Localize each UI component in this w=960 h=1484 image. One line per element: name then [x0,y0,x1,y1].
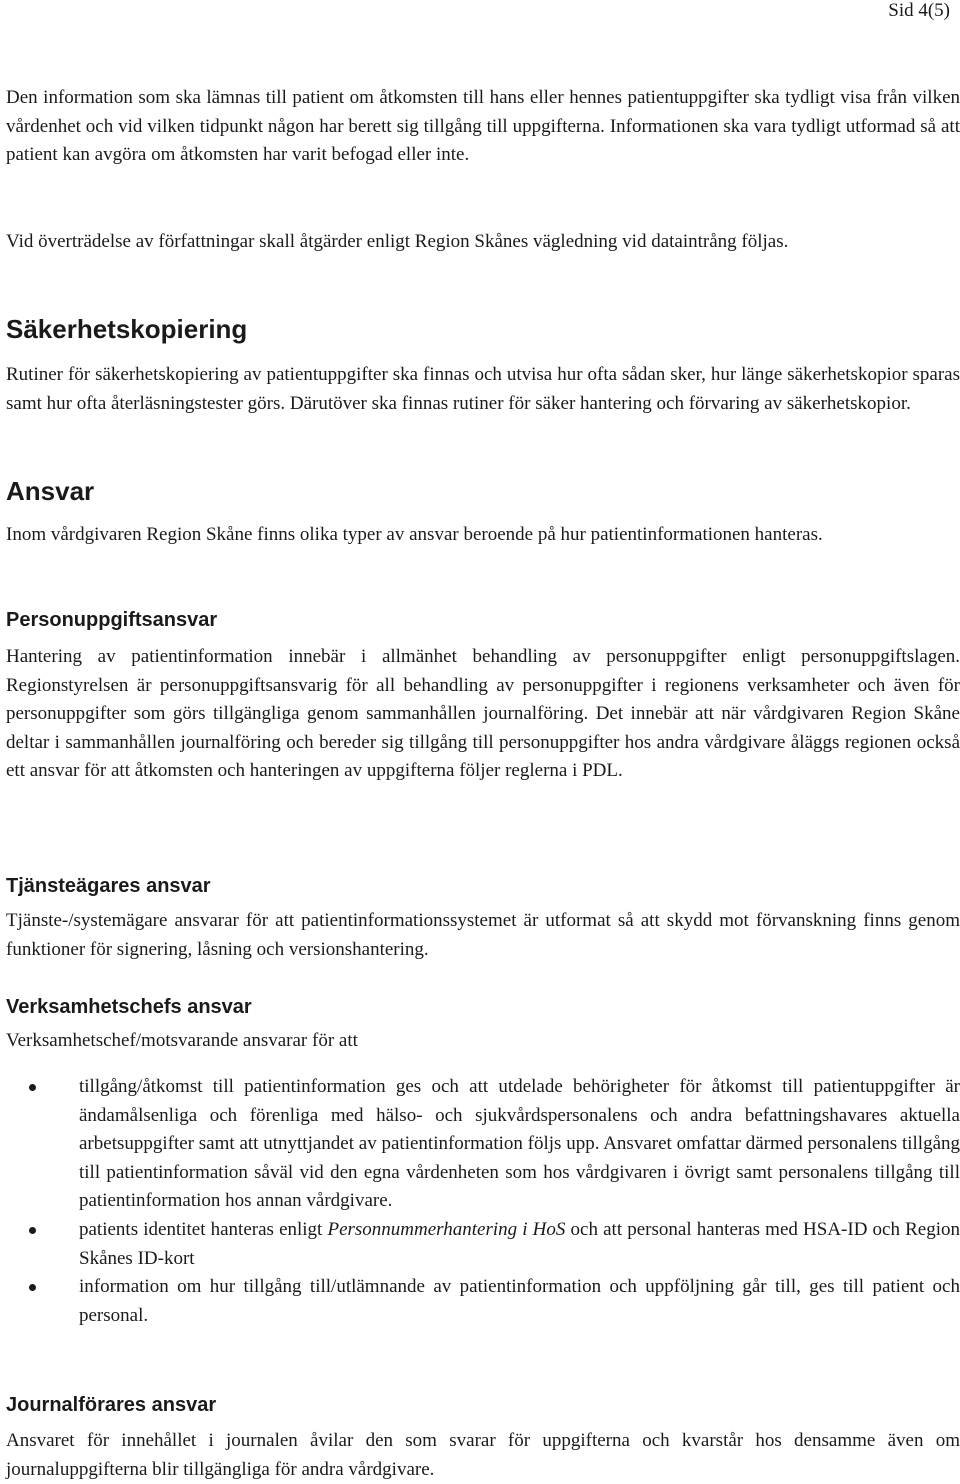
bullet-text-2-end: och att personal hanteras med HSA-ID och Region Skånes ID-kort [79,1218,960,1269]
bullet-text-2-reference: Personnummerhantering i HoS [327,1218,566,1240]
heading-manager: Verksamhetschefs ansvar [6,996,252,1018]
service-owner-paragraph: Tjänste-/systemägare ansvarar för att patientinformationssystemet är utformat så att skydd mot förvanskning finns genom funktioner för signering, låsning och versionshantering. [6,910,960,960]
backup-paragraph: Rutiner för säkerhetskopiering av patientuppgifter ska finnas och utvisa hur ofta sådan sker, hur länge säkerhetskopior sparas samt hur ofta återläsningstester görs. Därutöver ska finnas rutiner för säker hantering och förvaring av säkerhetskopior. [6,364,960,414]
list-item [6,1216,960,1273]
bullet-text-2-start: patients identitet hanteras enligt [79,1218,328,1240]
heading-personal-data: Personuppgiftsansvar [6,609,218,631]
bullet-icon [29,1284,36,1291]
heading-responsibility: Ansvar [6,476,95,506]
record-keeper-paragraph: Ansvaret för innehållet i journalen åvilar den som svarar för uppgifterna och kvarstår hos densamme även om journaluppgifterna blir tillgängliga för andra vårdgivare. [6,1430,960,1480]
list-item [6,1073,960,1216]
manager-bullet-list [6,1073,960,1330]
bullet-icon [29,1084,36,1091]
list-item [6,1273,960,1330]
heading-record-keeper: Journalförares ansvar [6,1394,217,1416]
responsibility-paragraph: Inom vårdgivaren Region Skåne finns olika typer av ansvar beroende på hur patientinformationen hanteras. [6,524,823,545]
bullet-text-3: information om hur tillgång till/utlämnande av patientinformation och uppföljning går till, ges till patient och personal. [79,1276,960,1326]
bullet-text-1: tillgång/åtkomst till patientinformation ges och att utdelade behörigheter för åtkomst till patientuppgifter är ändamålsenliga och förenliga med hälso- och sjukvårdspersonalens och andra befattningshavares aktuella arbetsuppgifter samt att utnyttjandet av patientinformation följs upp. Ansvaret omfattar därmed personalens tillgång till patientinformation såväl vid den egna vårdenheten som hos vårdgivaren i övrigt samt personalens tillgång till patientinformation hos annan vårdgivare. [79,1076,960,1212]
page-number: Sid 4(5) [888,0,950,21]
personal-data-paragraph: Hantering av patientinformation innebär i allmänhet behandling av personuppgifter enligt personuppgiftslagen. Regionstyrelsen är personuppgiftsansvarig för all behandling av personuppgifter i regionens verksamheter och även för personuppgifter som görs tillgängliga genom sammanhållen journalföring. Det innebär att när vårdgivaren Region Skåne deltar i sammanhållen journalföring och bereder sig tillgång till personuppgifter hos andra vårdgivare åläggs regionen också ett ansvar för att åtkomsten och hanteringen av uppgifterna följer reglerna i PDL. [6,646,960,782]
manager-intro: Verksamhetschef/motsvarande ansvarar för att [6,1030,358,1051]
heading-service-owner: Tjänsteägares ansvar [6,875,211,897]
intro-paragraph-2: Vid överträdelse av författningar skall åtgärder enligt Region Skånes vägledning vid dataintrång följas. [6,231,789,252]
heading-backup: Säkerhetskopiering [6,314,248,344]
bullet-icon [29,1227,36,1234]
intro-paragraph-1: Den information som ska lämnas till patient om åtkomsten till hans eller hennes patientuppgifter ska tydligt visa från vilken vårdenhet och vid vilken tidpunkt någon har berett sig tillgång till uppgifterna. Informationen ska vara tydligt utformad så att patient kan avgöra om åtkomsten har varit befogad eller inte. [6,87,960,166]
